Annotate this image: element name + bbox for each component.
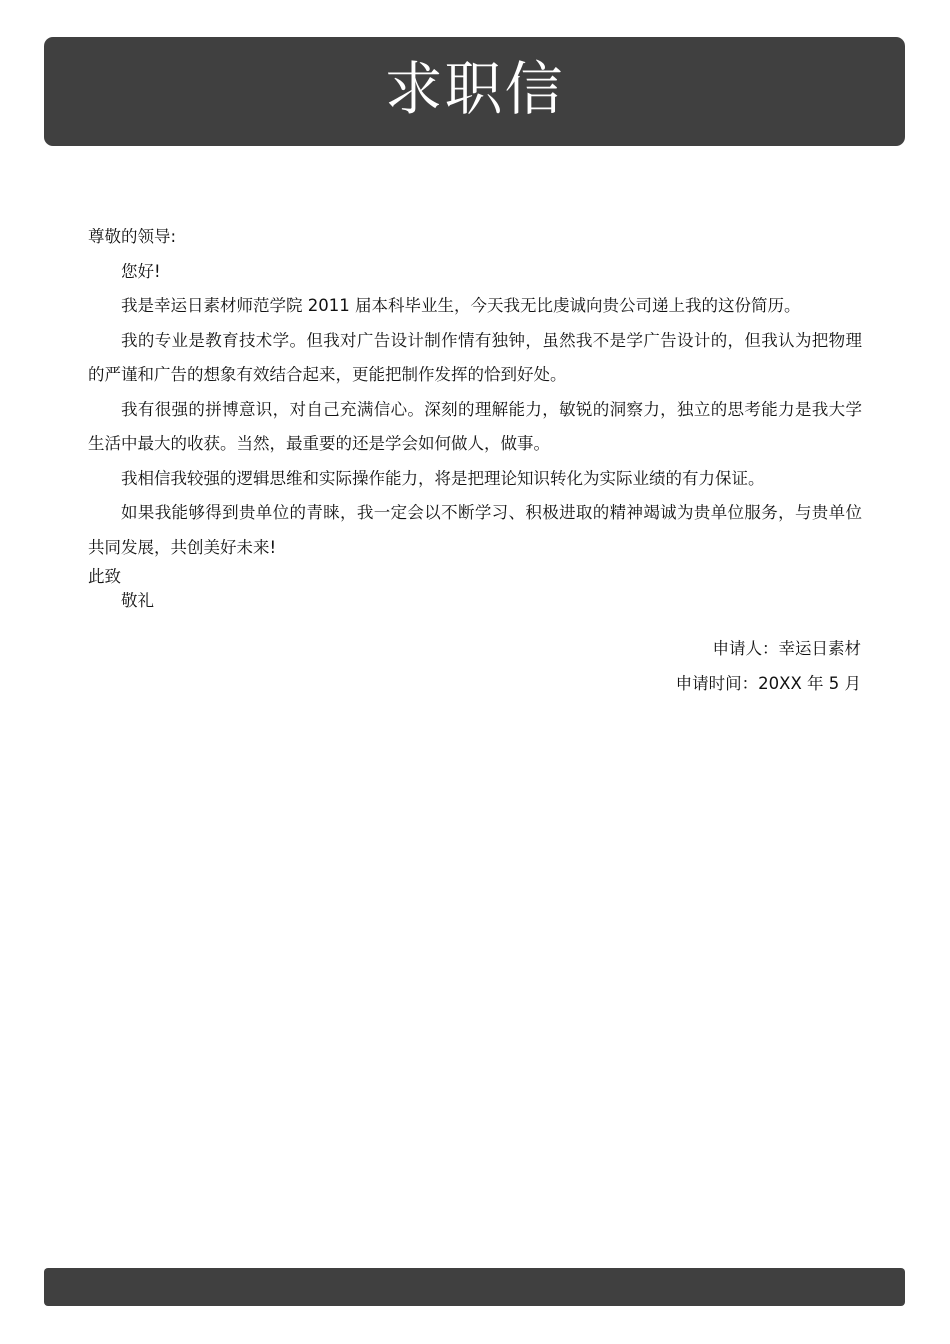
application-date: 申请时间：20XX 年 5 月: [675, 673, 861, 693]
applicant-name: 申请人：幸运日素材: [712, 639, 861, 658]
regards-phrase: 敬礼: [121, 591, 154, 610]
header-bar: [44, 37, 905, 146]
skills-paragraph: 我相信我较强的逻辑思维和实际操作能力，将是把理论知识转化为实际业绩的有力保证。: [121, 468, 765, 488]
intro-paragraph: 我是幸运日素材师范学院 2011 届本科毕业生，今天我无比虔诚向贵公司递上我的这份简历。: [121, 296, 801, 315]
signature-block: [676, 632, 861, 701]
greeting-paragraph: 您好!: [121, 261, 161, 281]
page-title: 求职信: [384, 54, 565, 123]
letter-body: [88, 220, 862, 613]
major-paragraph: 我的专业是教育技术学。但我对广告设计制作情有独钟，虽然我不是学广告设计的，但我认为把物理的严谨和广告的想象有效结合起来，更能把制作发挥的恰到好处。: [88, 330, 862, 384]
closing-phrase: 此致: [88, 567, 121, 586]
footer-bar: [44, 1268, 905, 1306]
closing-paragraph: 如果我能够得到贵单位的青睐，我一定会以不断学习、积极进取的精神竭诚为贵单位服务，与贵单位共同发展，共创美好未来!: [88, 503, 862, 557]
ability-paragraph: 我有很强的拼博意识，对自己充满信心。深刻的理解能力，敏锐的洞察力，独立的思考能力是我大学生活中最大的收获。当然，最重要的还是学会如何做人，做事。: [88, 399, 862, 453]
salutation: 尊敬的领导:: [88, 227, 177, 246]
